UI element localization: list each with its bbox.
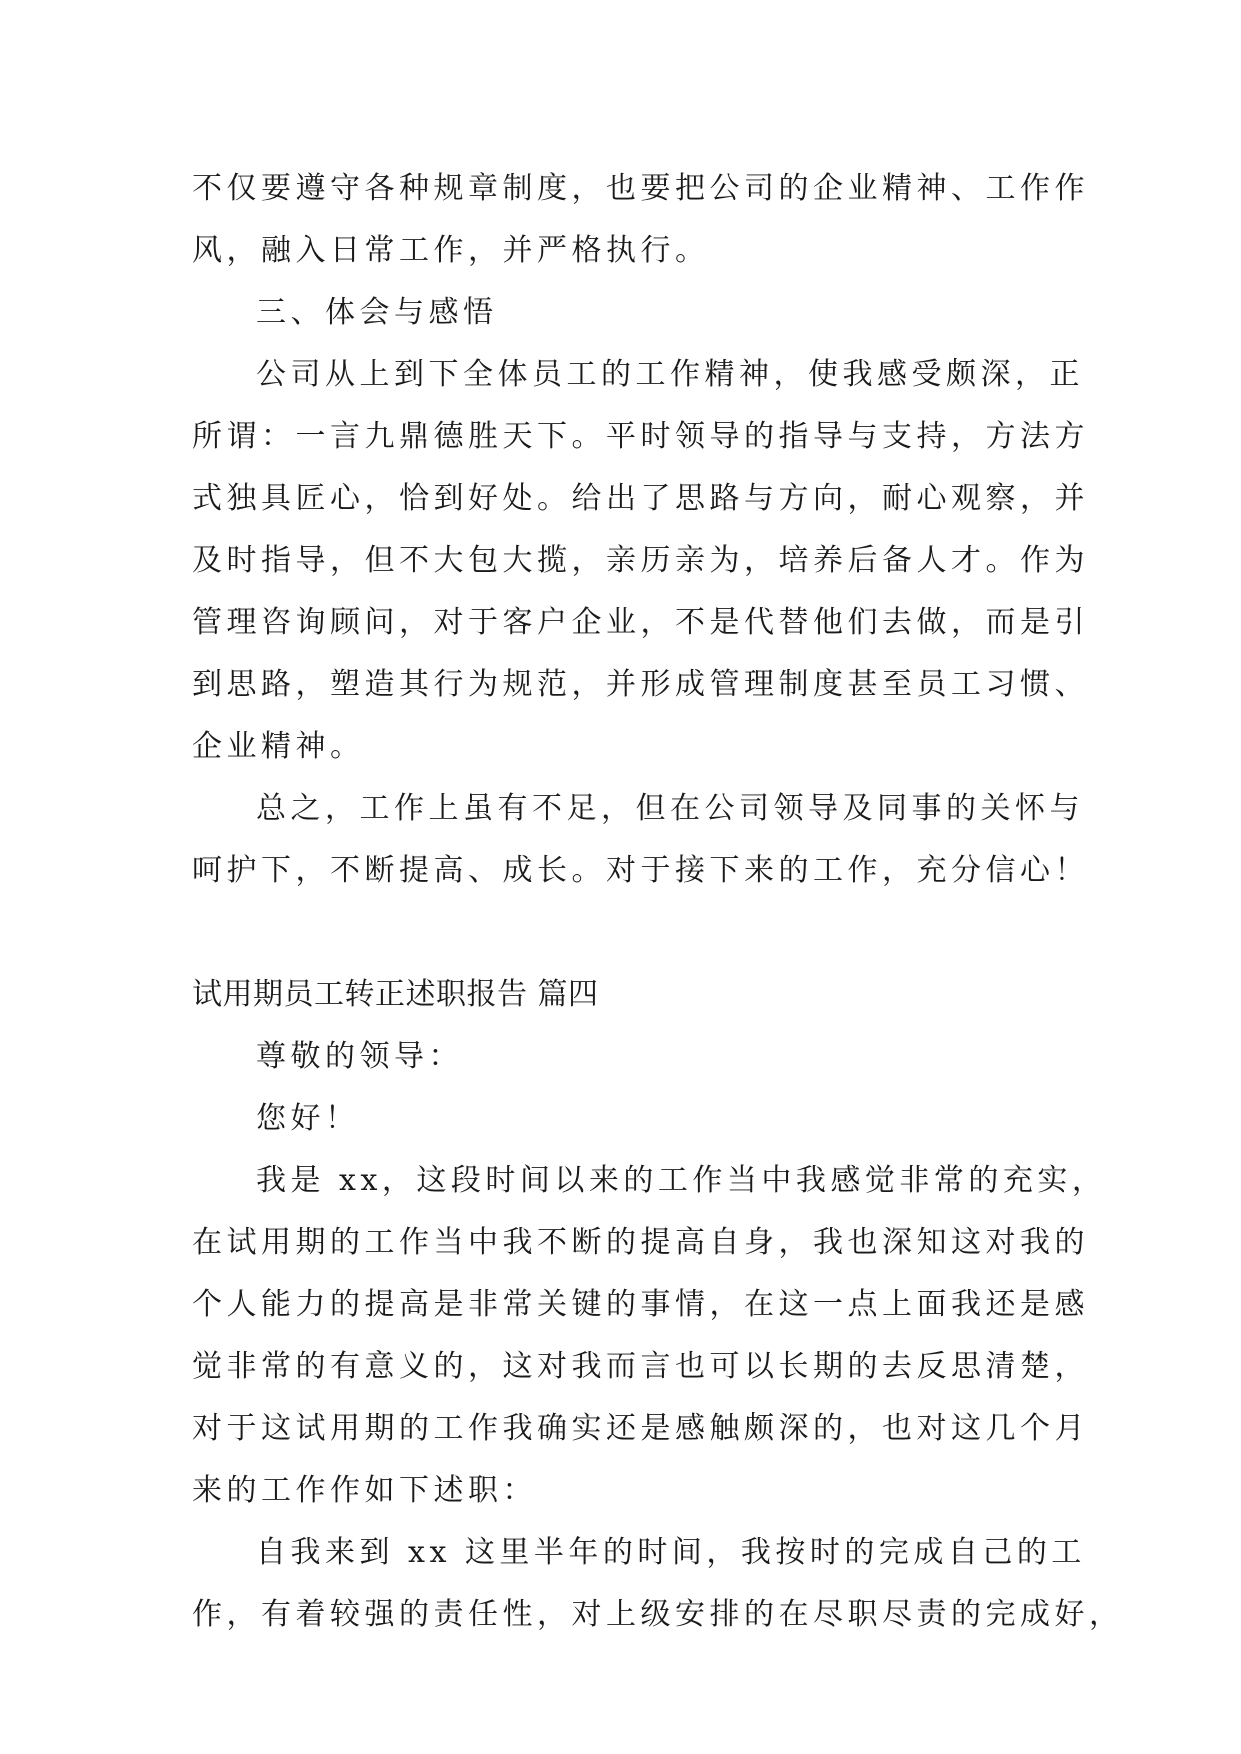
text-line: 式独具匠心，恰到好处。给出了思路与方向，耐心观察，并	[192, 481, 1089, 516]
text-line: 作，有着较强的责任性，对上级安排的在尽职尽责的完成好，	[192, 1597, 1124, 1632]
document-body	[192, 158, 1124, 1646]
text-line: 觉非常的有意义的，这对我而言也可以长期的去反思清楚，	[192, 1349, 1089, 1384]
text-line: 来的工作作如下述职：	[192, 1473, 537, 1508]
text-line: 总之，工作上虽有不足，但在公司领导及同事的关怀与	[256, 791, 1084, 826]
text-line: 公司从上到下全体员工的工作精神，使我感受颇深，正	[256, 357, 1084, 392]
text-line: 我是 xx，这段时间以来的工作当中我感觉非常的充实，	[256, 1163, 1107, 1198]
salutation: 尊敬的领导：	[256, 1039, 463, 1074]
text-line: 自我来到 xx 这里半年的时间，我按时的完成自己的工	[256, 1535, 1086, 1570]
paragraph-gap	[192, 902, 1072, 964]
text-line: 在试用期的工作当中我不断的提高自身，我也深知这对我的	[192, 1225, 1089, 1260]
text-line: 及时指导，但不大包大揽，亲历亲为，培养后备人才。作为	[192, 543, 1089, 578]
text-line: 不仅要遵守各种规章制度，也要把公司的企业精神、工作作	[192, 171, 1089, 206]
text-line: 个人能力的提高是非常关键的事情，在这一点上面我还是感	[192, 1287, 1089, 1322]
text-line: 所谓：一言九鼎德胜天下。平时领导的指导与支持，方法方	[192, 419, 1089, 454]
text-line: 对于这试用期的工作我确实还是感触颇深的，也对这几个月	[192, 1411, 1089, 1446]
text-line: 到思路，塑造其行为规范，并形成管理制度甚至员工习惯、	[192, 667, 1089, 702]
greeting: 您好！	[256, 1101, 360, 1136]
text-line: 呵护下，不断提高、成长。对于接下来的工作，充分信心！	[192, 853, 1089, 888]
section-heading: 三、体会与感悟	[256, 295, 498, 330]
text-line: 风，融入日常工作，并严格执行。	[192, 233, 710, 268]
text-line: 管理咨询顾问，对于客户企业，不是代替他们去做，而是引	[192, 605, 1089, 640]
report-title: 试用期员工转正述职报告 篇四	[192, 977, 599, 1012]
text-line: 企业精神。	[192, 729, 365, 764]
